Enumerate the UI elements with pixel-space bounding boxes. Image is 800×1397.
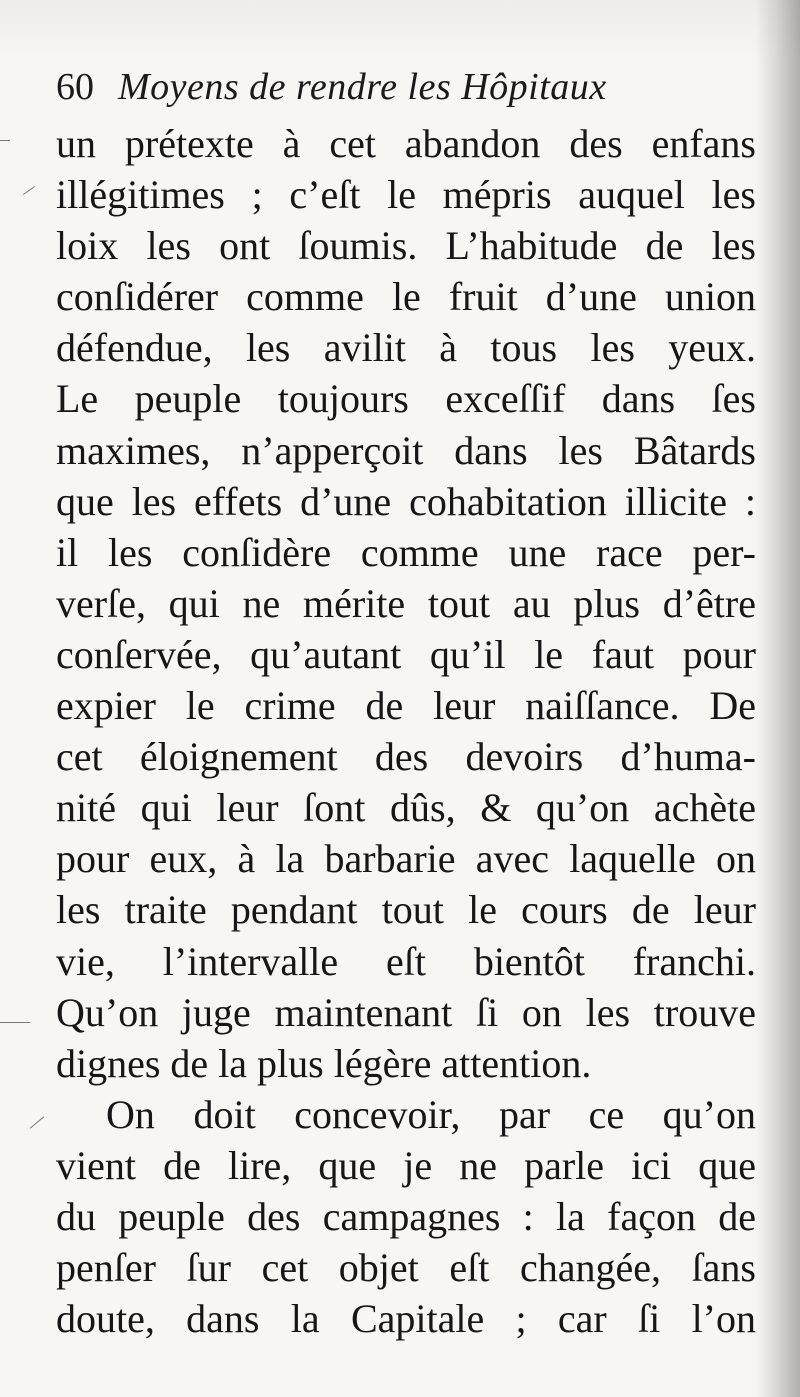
text-line: doute, dans la Capitale ; car ſi l’on (56, 1296, 756, 1342)
page-header (56, 62, 756, 112)
text-line: du peuple des campagnes : la façon de (56, 1193, 756, 1239)
text-line: conſervée, qu’autant qu’il le faut pour (56, 631, 756, 677)
text-line: cet éloignement des devoirs d’huma- (56, 734, 756, 780)
text-line: vie, l’intervalle eſt bientôt franchi. (56, 938, 756, 984)
body-text (56, 118, 756, 1344)
text-line: pour eux, à la barbarie avec laquelle on (56, 836, 756, 882)
text-line: vient de lire, que je ne parle ici que (56, 1142, 756, 1188)
text-line: Qu’on juge maintenant ſi on les trouve (56, 989, 756, 1035)
text-line: dignes de la plus légère attention. (56, 1040, 592, 1086)
margin-mark (0, 1022, 30, 1023)
text-line: conſidérer comme le fruit d’une union (56, 274, 756, 320)
text-line: verſe, qui ne mérite tout au plus d’être (56, 580, 756, 626)
text-line: loix les ont ſoumis. L’habitude de les (56, 223, 756, 269)
text-line: maximes, n’apperçoit dans les Bâtards (56, 427, 756, 473)
text-line: il les conſidère comme une race per- (56, 529, 756, 575)
text-line: illégitimes ; c’eſt le mépris auquel les (56, 172, 756, 218)
text-line: penſer ſur cet objet eſt changée, ſans (56, 1245, 756, 1291)
running-title: Moyens de rendre les Hôpitaux (118, 66, 607, 108)
text-line: un prétexte à cet abandon des enfans (56, 121, 756, 166)
text-line: On doit concevoir, par ce qu’on (106, 1091, 756, 1137)
text-line: défendue, les avilit à tous les yeux. (56, 325, 756, 371)
text-line: Le peuple toujours exceſſif dans ſes (56, 376, 756, 422)
page-number: 60 (56, 66, 94, 108)
text-line: que les effets d’une cohabitation illicite : (56, 478, 756, 524)
margin-mark (0, 140, 10, 141)
text-line: les traite pendant tout le cours de leur (56, 887, 756, 933)
text-line: expier le crime de leur naiſſance. De (56, 683, 756, 729)
margin-mark (30, 1116, 44, 1128)
text-line: nité qui leur ſont dûs, & qu’on achète (56, 785, 756, 831)
margin-mark (23, 186, 35, 195)
